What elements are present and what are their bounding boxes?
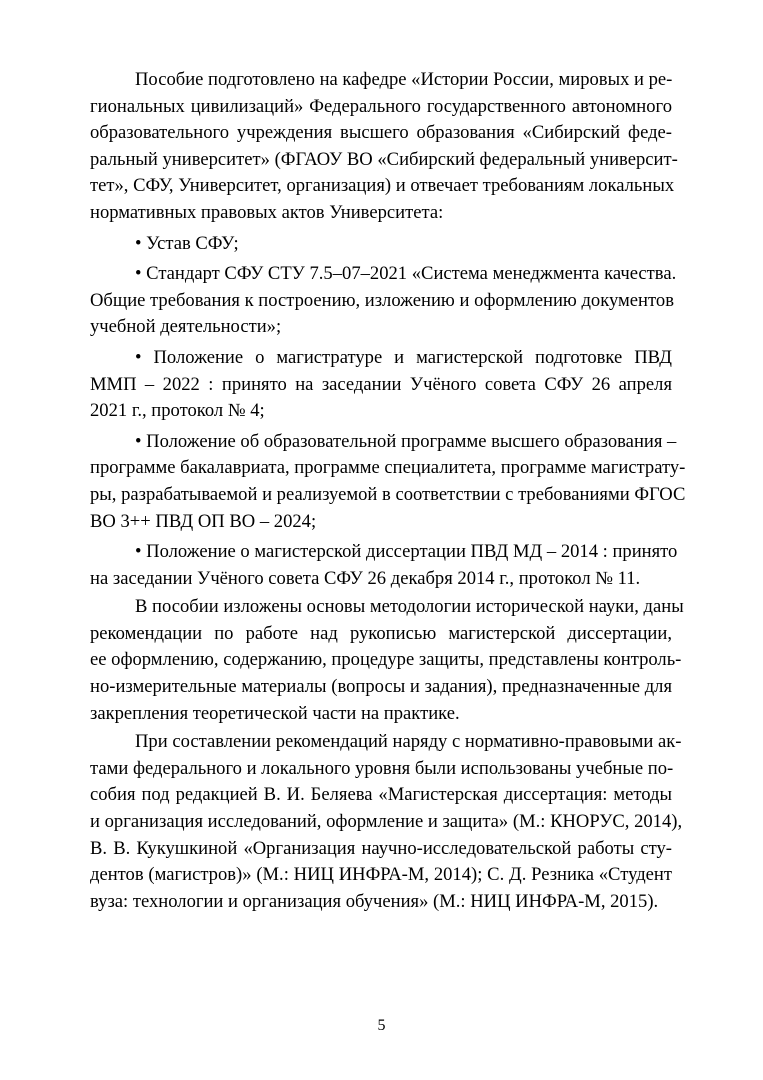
text-line: При составлении рекомендаций наряду с нормативно-правовыми ак- [135,731,682,753]
bullet-text: Стандарт СФУ СТУ 7.5–07–2021 «Система менеджмента качества. [146,263,677,285]
bullet-item [90,539,678,592]
page-body [90,67,686,915]
contents-paragraph [90,594,684,727]
text-line: В. В. Кукушкиной «Организация научно-исследовательской работы сту- [90,837,672,859]
text-line [90,539,678,566]
text-line: но-измерительные материалы (вопросы и задания), предназначенные для [90,676,672,698]
bullet-text: Устав СФУ; [146,232,239,254]
bullet-icon: • [135,232,142,254]
text-line: тами федерального и локального уровня были использованы учебные по- [90,757,674,779]
text-line: Общие требования к построению, изложению и оформлению документов [90,289,674,311]
bullet-item [90,429,686,535]
bullet-text: Положение об образовательной программе высшего образования – [146,430,677,452]
page-number: 5 [377,1017,386,1034]
bullet-item [90,345,672,425]
text-line [90,429,677,456]
sources-paragraph [90,729,683,915]
text-line: нормативных правовых актов Университета: [90,201,444,223]
text-line: закрепления теоретической части на практике. [90,702,460,724]
bullet-item [90,231,672,258]
text-line: ее оформлению, содержанию, процедуре защиты, представлены контроль- [90,649,682,671]
text-line: ММП – 2022 : принято на заседании Учёного совета СФУ 26 апреля [90,373,672,395]
intro-paragraph [90,67,678,227]
bullet-icon: • [135,541,142,563]
text-line [90,261,677,288]
bullet-icon: • [135,346,142,368]
text-line: и организация исследований, оформление и защита» (М.: КНОРУС, 2014), [90,811,683,833]
text-line: дентов (магистров)» (М.: НИЦ ИНФРА-М, 2014); С. Д. Резника «Студент [90,864,672,886]
text-line: ральный университет» (ФГАОУ ВО «Сибирский федеральный университ- [90,148,678,170]
bullet-text: Положение о магистерской диссертации ПВД МД – 2014 : принято [146,541,678,563]
bullet-item [90,261,677,341]
text-line: гиональных цивилизаций» Федерального государственного автономного [90,95,672,117]
text-line: 2021 г., протокол № 4; [90,400,265,422]
text-line: вуза: технологии и организация обучения» (М.: НИЦ ИНФРА-М, 2015). [90,890,659,912]
bullet-icon: • [135,263,142,285]
text-line [90,345,672,372]
text-line [90,231,672,258]
text-line: ВО 3++ ПВД ОП ВО – 2024; [90,510,317,532]
text-line: рекомендации по работе над рукописью магистерской диссертации, [90,622,672,644]
text-line: на заседании Учёного совета СФУ 26 декабря 2014 г., протокол № 11. [90,567,641,589]
text-line: учебной деятельности»; [90,316,282,338]
text-line: программе бакалавриата, программе специалитета, программе магистрату- [90,457,686,479]
text-line: тет», СФУ, Университет, организация) и отвечает требованиям локальных [90,175,675,197]
text-line: Пособие подготовлено на кафедре «Истории России, мировых и ре- [135,69,673,90]
text-line: В пособии изложены основы методологии исторической науки, даны [135,596,684,618]
text-line: собия под редакцией В. И. Беляева «Магистерская диссертация: методы [90,784,672,806]
text-line: образовательного учреждения высшего образования «Сибирский феде- [90,122,672,144]
bullet-icon: • [135,430,142,452]
bullet-text: Положение о магистратуре и магистерской подготовке ПВД [153,346,672,368]
text-line: ры, разрабатываемой и реализуемой в соответствии с требованиями ФГОС [90,483,686,505]
